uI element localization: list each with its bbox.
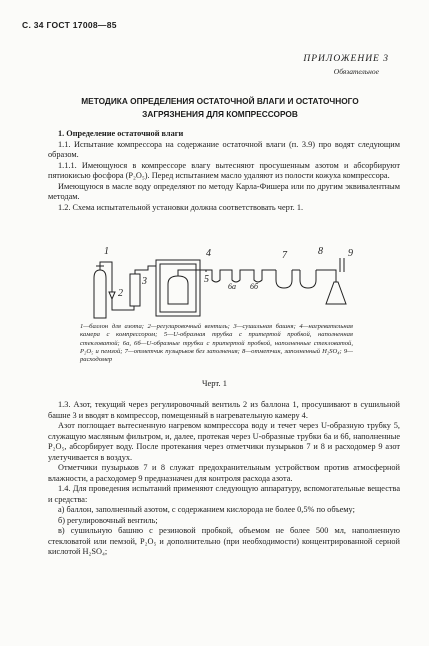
paragraph-1-3: 1.3. Азот, текущий через регулировочный вентиль 2 из баллона 1, просушивают в сушильной башне 3 и вводят в компрессор, помещенный в нагревательную камеру 4.	[48, 400, 400, 420]
figure-label-4: 4	[206, 248, 211, 259]
list-item-v: в) сушильную башню с резиновой пробкой, объемом не более 500 мл, наполненную стекловатой или пемзой, P₂O₅ и дополнительно (при необходимости) концентрированной серной кислотой H₂SO₄;	[48, 526, 400, 556]
paragraph-1-1-1: 1.1.1. Имеющуюся в компрессоре влагу вытесняют просушенным азотом и абсорбируют пятиокисью фосфора (P₂O₅). Перед испытанием масло удаляют из полости кожуха компрессора.	[48, 160, 400, 180]
appendix-label: ПРИЛОЖЕНИЕ 3	[303, 54, 389, 64]
list-item-a: а) баллон, заполненный азотом, с содержанием кислорода не более 0,5% по объему;	[58, 505, 355, 514]
document-title	[30, 95, 410, 121]
figure-label-6a: 6а	[228, 282, 236, 291]
test-setup-diagram	[90, 244, 380, 326]
paragraph-oil-water: Имеющуюся в масле воду определяют по методу Карла-Фишера или по другим эквивалентным методам.	[48, 181, 400, 201]
figure-label-6b: 6б	[250, 282, 259, 291]
figure-number: Черт. 1	[201, 378, 227, 388]
paragraph-1-1: 1.1. Испытание компрессора на содержание остаточной влаги (п. 3.9) про водят следующим образом.	[48, 139, 400, 159]
mandatory-label: Обязательное	[333, 67, 379, 76]
title-line-1: МЕТОДИКА ОПРЕДЕЛЕНИЯ ОСТАТОЧНОЙ ВЛАГИ И ОСТАТОЧНОГО	[81, 96, 359, 106]
section-1-text	[48, 129, 400, 213]
list-item-b: б) регулировочный вентиль;	[58, 515, 158, 525]
section-1-continued-text	[48, 400, 400, 558]
figure-label-7: 7	[282, 250, 287, 261]
figure-label-8: 8	[318, 246, 323, 257]
page-header: С. 34 ГОСТ 17008—85	[22, 20, 117, 30]
paragraph-1-2: 1.2. Схема испытательной установки должна соответствовать черт. 1.	[58, 202, 304, 212]
figure-caption: 1—баллон для азота; 2—регулировочный вентиль; 3—сушильная башня; 4—нагревательная камера с компрессором; 5—U-образная трубка с притертой пробкой, наполненная стекловатой; 6а, 6б—U-образные трубки с притертой пробкой, наполненные стекловатой, P₂O₅ и пемзой; 7—отметчик пузырьков без заполнения; 8—отметчик, заполненный H₂SO₄; 9—расходомер	[80, 323, 353, 364]
paragraph-nitrogen-flow: Азот поглощает вытесненную нагревом компрессора воду и течет через U-образную трубку 5, служащую масляным фильтром, и, далее, протекая через U-образные трубки 6а и 6б, наполненные P₂O₅, абсорбирует воду. После протекания через отметчики пузырьков 7 и 8 и расходомер 9 азот улетучивается в воздух.	[48, 421, 400, 462]
title-line-2: ЗАГРЯЗНЕНИЯ ДЛЯ КОМПРЕССОРОВ	[142, 109, 298, 119]
figure-label-2: 2	[118, 288, 123, 299]
figure-label-5: 5	[204, 274, 209, 285]
paragraph-1-4: 1.4. Для проведения испытаний применяют следующую аппаратуру, вспомогательные вещества и средства:	[48, 484, 400, 504]
figure-label-3: 3	[142, 276, 147, 287]
paragraph-bubble-markers: Отметчики пузырьков 7 и 8 служат предохранительным устройством против атмосферной влажности, а расходомер 9 предназначен для контроля расхода азота.	[48, 463, 400, 483]
figure-label-9: 9	[348, 248, 353, 259]
figure-label-1: 1	[104, 246, 109, 257]
section-heading: 1. Определение остаточной влаги	[58, 129, 184, 138]
